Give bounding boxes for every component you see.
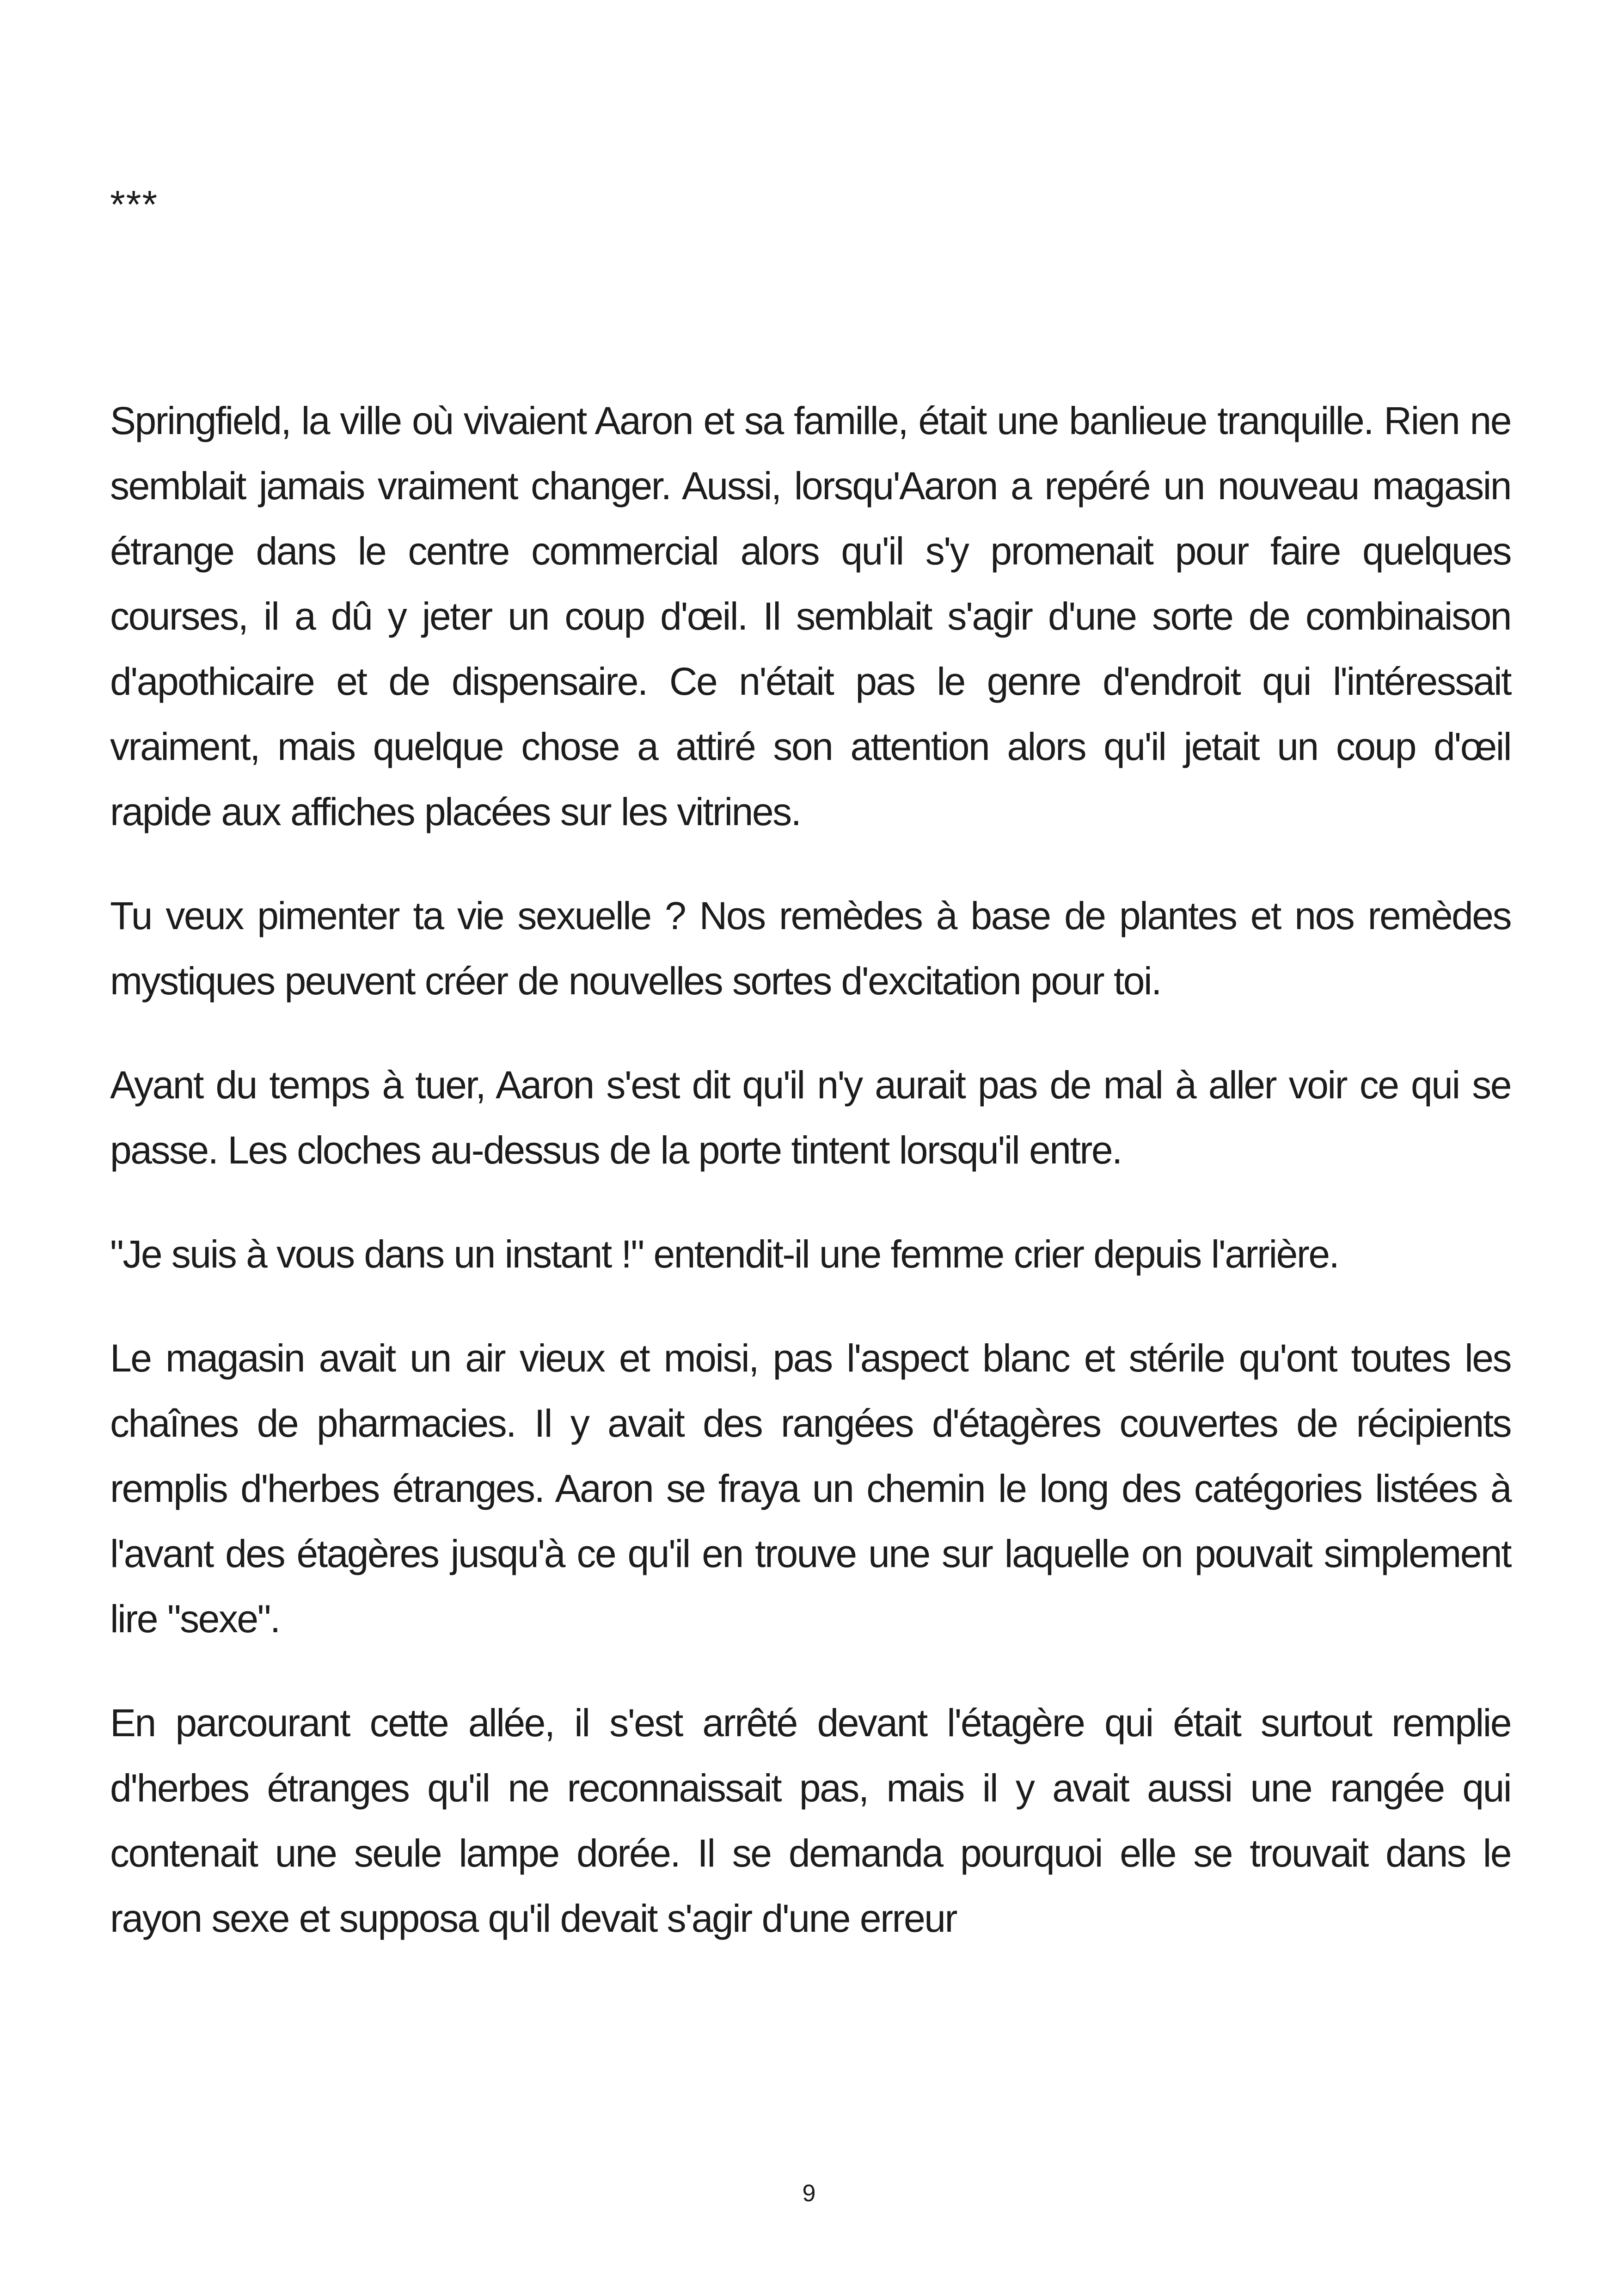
paragraph: "Je suis à vous dans un instant !" entendit-il une femme crier depuis l'arrière. [110,1232,1339,1276]
paragraph: Tu veux pimenter ta vie sexuelle ? Nos remèdes à base de plantes et nos remèdes mystiques peuvent créer de nouvelles sortes d'excitation pour toi. [110,894,1511,1003]
paragraph: Ayant du temps à tuer, Aaron s'est dit qu'il n'y aurait pas de mal à aller voir ce qui se passe. Les cloches au-dessus de la porte tintent lorsqu'il entre. [110,1063,1511,1172]
paragraph: Le magasin avait un air vieux et moisi, pas l'aspect blanc et stérile qu'ont toutes les chaînes de pharmacies. Il y avait des rangées d'étagères couvertes de récipients remplis d'herbes étranges. Aaron se fraya un chemin le long des catégories listées à l'avant des étagères jusqu'à ce qu'il en trouve une sur laquelle on pouvait simplement lire "sexe". [110,1336,1511,1641]
paragraph: Springfield, la ville où vivaient Aaron et sa famille, était une banlieue tranquille. Rien ne semblait jamais vraiment changer. Aussi, lorsqu'Aaron a repéré un nouveau magasin étrange dans le centre commercial alors qu'il s'y promenait pour faire quelques courses, il a dû y jeter un coup d'œil. Il semblait s'agir d'une sorte de combinaison d'apothicaire et de dispensaire. Ce n'était pas le genre d'endroit qui l'intéressait vraiment, mais quelque chose a attiré son attention alors qu'il jetait un coup d'œil rapide aux affiches placées sur les vitrines. [110,399,1511,833]
paragraph: En parcourant cette allée, il s'est arrêté devant l'étagère qui était surtout remplie d'herbes étranges qu'il ne reconnaissait pas, mais il y avait aussi une rangée qui contenait une seule lampe dorée. Il se demanda pourquoi elle se trouvait dans le rayon sexe et supposa qu'il devait s'agir d'une erreur [110,1701,1511,1940]
body-text [110,388,1511,1951]
page-number: 9 [802,2180,816,2207]
scene-break: *** [110,183,159,226]
